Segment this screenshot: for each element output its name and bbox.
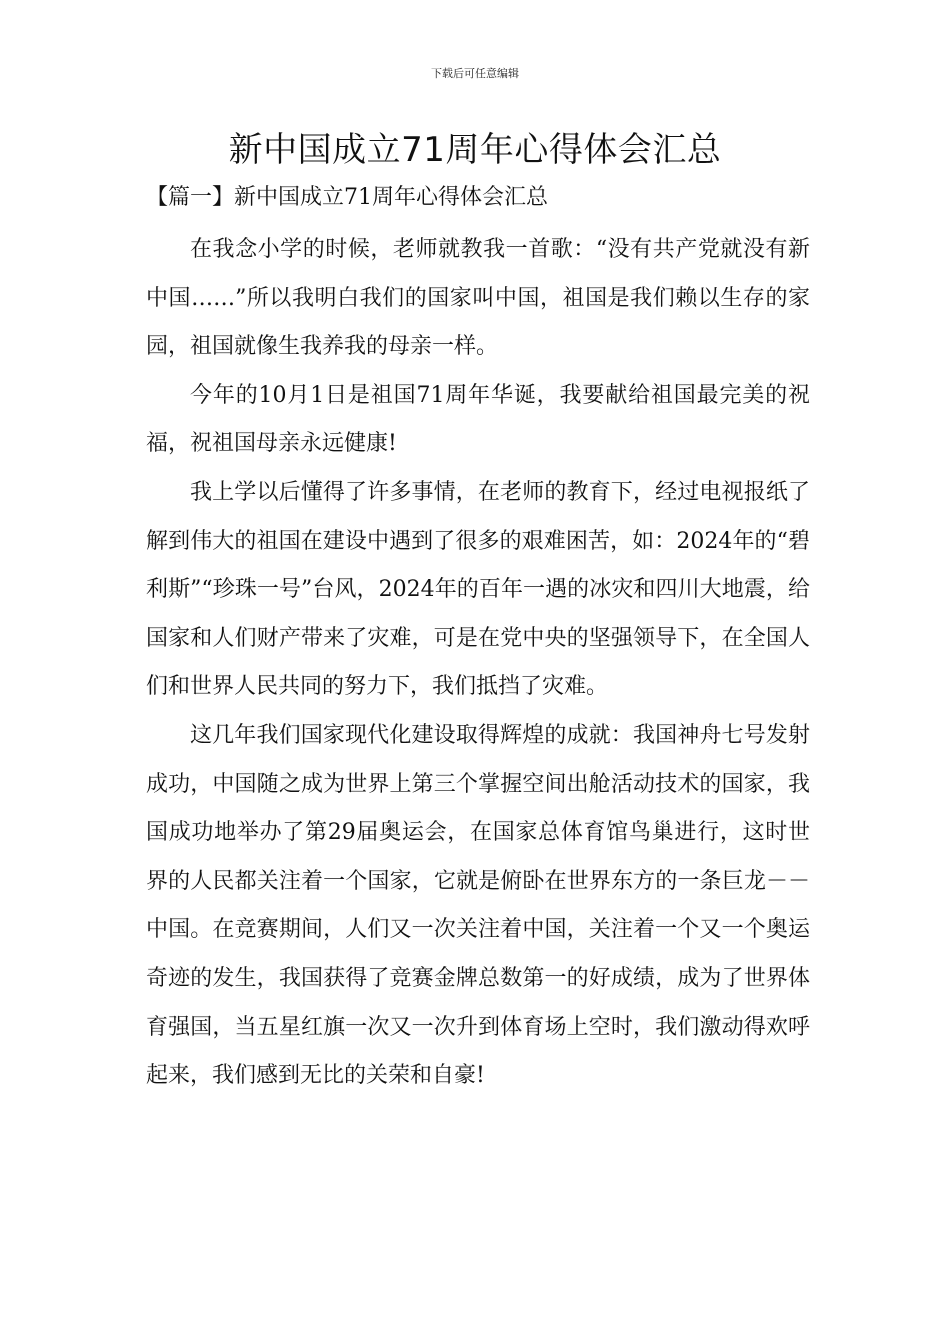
paragraph: 在我念小学的时候，老师就教我一首歌：“没有共产党就没有新中国……”所以我明白我们的国家叫中国，祖国是我们赖以生存的家园，祖国就像生我养我的母亲一样。 (146, 237, 810, 360)
paragraph: 今年的10月1日是祖国71周年华诞，我要献给祖国最完美的祝福，祝祖国母亲永远健康! (146, 382, 810, 457)
paragraph: 我上学以后懂得了许多事情，在老师的教育下，经过电视报纸了解到伟大的祖国在建设中遇到了很多的艰难困苦，如：2024年的“碧利斯”“珍珠一号”台风，2024年的百年一遇的冰灾和四川大地震，给国家和人们财产带来了灾难，可是在党中央的坚强领导下，在全国人们和世界人民共同的努力下，我们抵挡了灾难。 (146, 479, 810, 700)
body-text (146, 226, 810, 1101)
header-note: 下载后可任意编辑 (431, 67, 519, 80)
document-title: 新中国成立71周年心得体会汇总 (228, 130, 722, 170)
paragraph: 这几年我们国家现代化建设取得辉煌的成就：我国神舟七号发射成功，中国随之成为世界上第三个掌握空间出舱活动技术的国家，我国成功地举办了第29届奥运会，在国家总体育馆鸟巢进行，这时世界的人民都关注着一个国家，它就是俯卧在世界东方的一条巨龙－－中国。在竞赛期间，人们又一次关注着中国，关注着一个又一个奥运奇迹的发生，我国获得了竞赛金牌总数第一的好成绩，成为了世界体育强国，当五星红旗一次又一次升到体育场上空时，我们激动得欢呼起来，我们感到无比的关荣和自豪! (146, 722, 810, 1089)
section-heading: 【篇一】新中国成立71周年心得体会汇总 (146, 185, 548, 210)
